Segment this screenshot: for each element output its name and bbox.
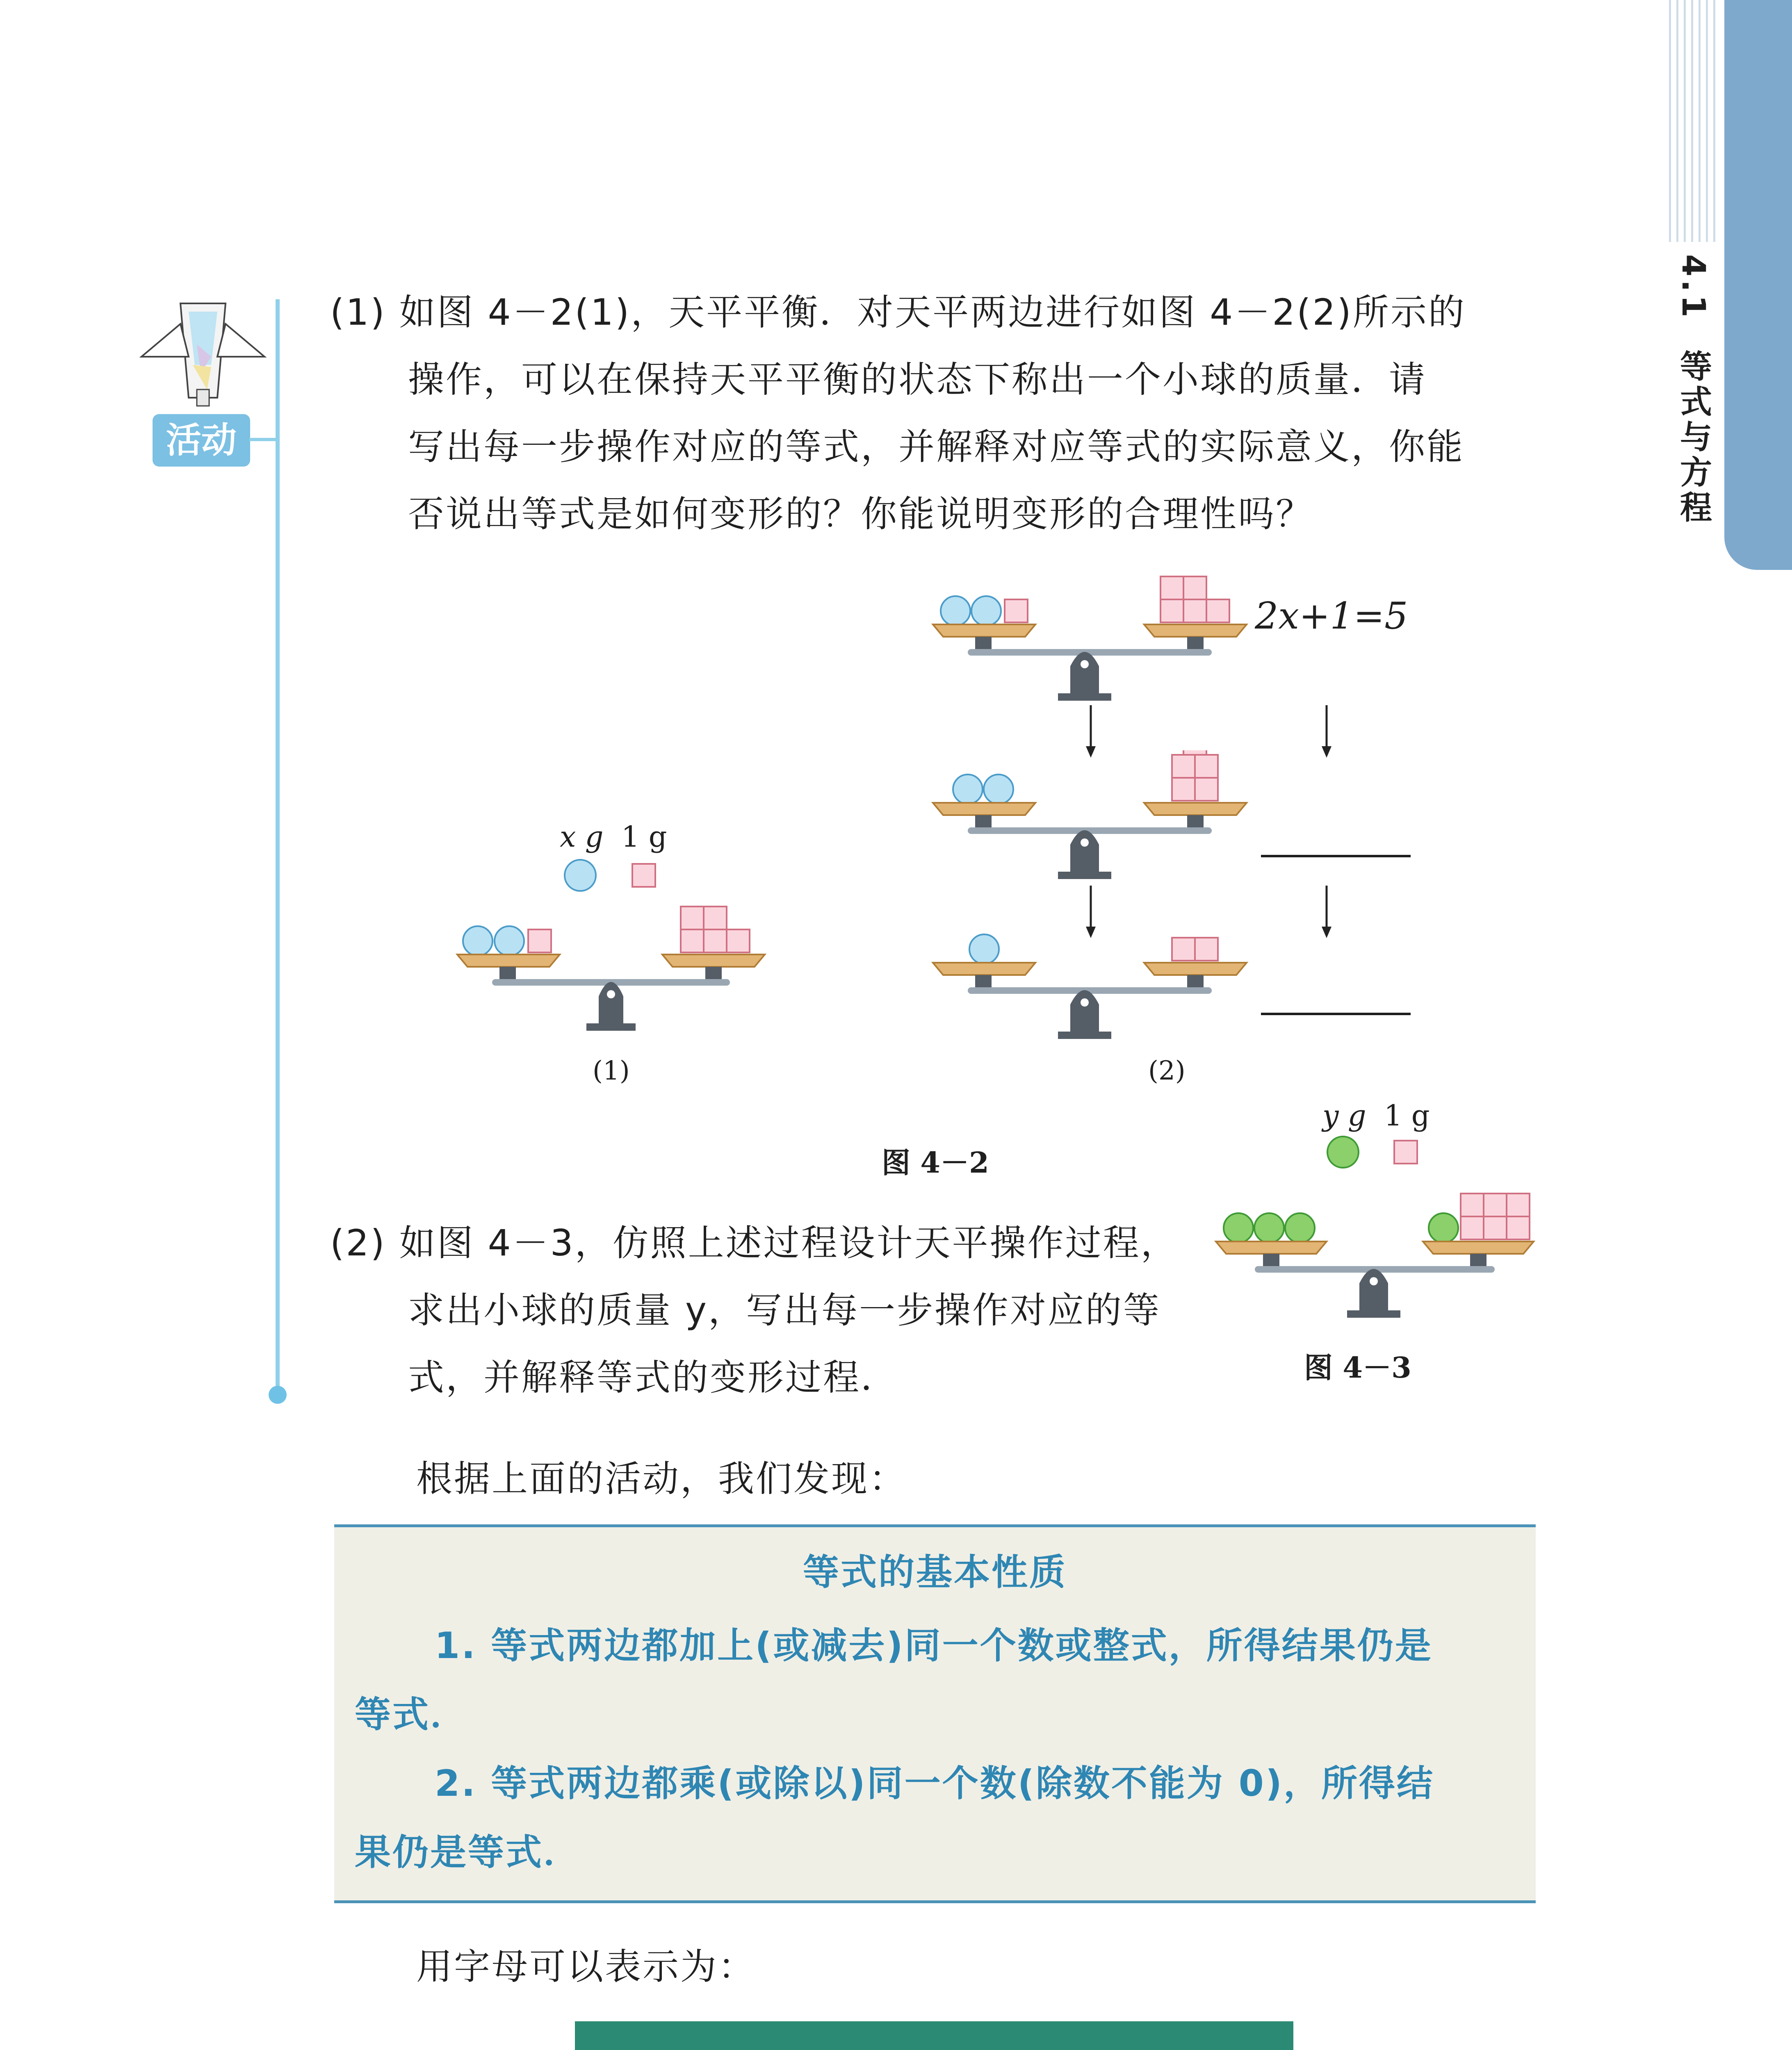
- property-2-line-1: 2. 等式两边都乘(或除以)同一个数(除数不能为 0)，所得结: [435, 1762, 1435, 1804]
- blank-line-1: [1261, 855, 1411, 857]
- property-1-line-2: 等式．: [355, 1693, 468, 1736]
- tab-stripes: [1669, 0, 1718, 242]
- section-number: 4.1: [1675, 254, 1712, 321]
- figure-4-2-caption: 图 4－2: [882, 1146, 989, 1180]
- legend-block-label: 1 g: [621, 820, 667, 854]
- sub-caption-1: (1): [593, 1056, 630, 1086]
- side-tick: [249, 438, 279, 441]
- legend-ball-label-y: y g: [1322, 1099, 1366, 1132]
- formula-board: [575, 2021, 1293, 2050]
- chapter-tab: [1724, 0, 1792, 570]
- q2-line-2: 求出小球的质量 y，写出每一步操作对应的等: [408, 1289, 1161, 1331]
- property-box-title: 等式的基本性质: [803, 1551, 1067, 1593]
- legend-ball-label: x g: [560, 820, 604, 854]
- activity-side-dot: [269, 1386, 287, 1404]
- arrow-down-icon: [1318, 705, 1335, 758]
- letters-intro: 用字母可以表示为：: [416, 1945, 756, 1988]
- property-1-line-1: 1. 等式两边都加上(或减去)同一个数或整式，所得结果仍是: [435, 1624, 1433, 1667]
- balance-2-step-1: [927, 572, 1255, 703]
- q1-line-4: 否说出等式是如何变形的？你能说明变形的合理性吗？: [408, 493, 1314, 535]
- balance-2-step-2: [927, 750, 1255, 882]
- q2-line-1: (2) 如图 4－3，仿照上述过程设计天平操作过程，: [330, 1222, 1179, 1264]
- activity-badge: 活动: [153, 414, 250, 467]
- arrow-down-icon: [1318, 886, 1335, 939]
- q1-line-1: (1) 如图 4－2(1)，天平平衡．对天平两边进行如图 4－2(2)所示的: [330, 291, 1466, 333]
- chapter-heading: [1675, 254, 1716, 526]
- q1-line-2: 操作，可以在保持天平平衡的状态下称出一个小球的质量．请: [408, 358, 1427, 401]
- blank-line-2: [1261, 1013, 1411, 1015]
- balance-1: [451, 902, 779, 1033]
- figure-4-3-caption: 图 4－3: [1304, 1351, 1411, 1385]
- section-title: 等式与方程: [1675, 349, 1712, 526]
- balance-4-3: [1210, 1181, 1538, 1337]
- q2-line-3: 式，并解释等式的变形过程．: [408, 1356, 899, 1399]
- discovery-text: 根据上面的活动，我们发现：: [416, 1458, 907, 1500]
- property-box: [334, 1524, 1536, 1903]
- equation-2x-plus-1: 2x+1=5: [1255, 594, 1408, 638]
- sub-caption-2: (2): [1148, 1056, 1186, 1086]
- balance-1-left-pan: [457, 926, 560, 967]
- legend-block-label-2: 1 g: [1384, 1099, 1430, 1132]
- q1-line-3: 写出每一步操作对应的等式，并解释对应等式的实际意义，你能: [408, 426, 1465, 468]
- legend-icons-2: [1325, 1136, 1431, 1173]
- balance-2-step-3: [927, 910, 1255, 1041]
- legend-icons: [562, 859, 685, 896]
- kite-icon: [135, 295, 271, 410]
- property-2-line-2: 果仍是等式．: [355, 1831, 581, 1873]
- activity-side-line: [276, 299, 280, 1398]
- balance-1-right-pan: [662, 907, 765, 967]
